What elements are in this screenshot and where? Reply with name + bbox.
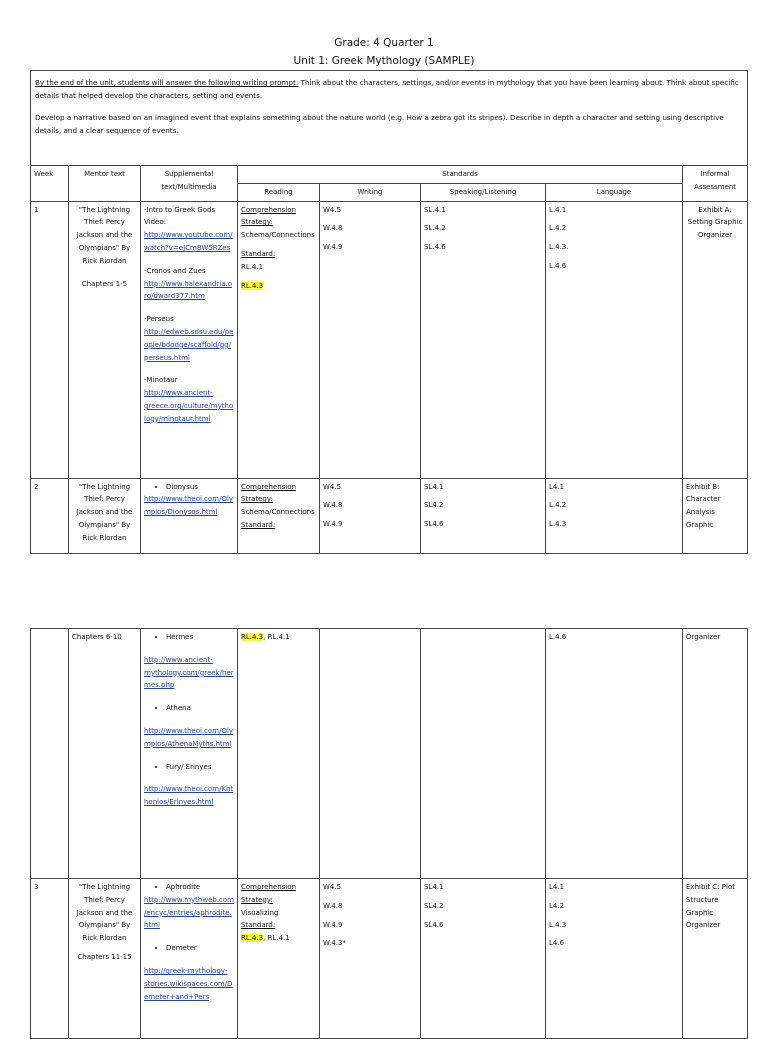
language-standard: L4.1 <box>549 883 565 891</box>
resource-title: • Dionysus <box>166 481 234 494</box>
writing-standard: W.4.9 <box>323 520 343 529</box>
speaking-standard: SL.4.2 <box>424 224 446 233</box>
strategy-text: Schema/Connections <box>241 508 315 517</box>
comprehension-label: Comprehension Strategy: <box>241 205 296 227</box>
resource-title: • Aphrodite <box>166 881 234 894</box>
col-supplemental-header: Supplemental text/Multimedia <box>141 166 238 202</box>
language-standard: L4.1 <box>549 482 565 491</box>
writing-standard: W.4.9 <box>323 920 343 929</box>
assessment-cell: Organizer <box>683 629 748 879</box>
supplemental-cell <box>141 478 238 553</box>
writing-standard: W4.5 <box>323 482 342 491</box>
speaking-standard: SL4.2 <box>424 501 444 510</box>
standard-label: Standard: <box>241 921 276 930</box>
writing-prompt <box>31 71 748 166</box>
resource-title: • Fury/ Erinyes <box>166 761 234 774</box>
assessment-cell: Exhibit A: Setting Graphic Organizer <box>683 201 748 478</box>
language-standard: L.4.3 <box>549 520 567 529</box>
speaking-standard: SL4.1 <box>424 883 444 891</box>
speaking-standard: SL4.1 <box>424 482 444 491</box>
unit-heading: Unit 1: Greek Mythology (SAMPLE) <box>293 55 475 67</box>
reading-cell <box>238 629 320 879</box>
mentor-chapters: Chapters 1-5 <box>81 279 128 288</box>
writing-standard: W4.5 <box>323 205 342 214</box>
col-assessment-header: Informal Assessment <box>683 166 748 202</box>
standard-code-highlight: RL.4.3 <box>241 633 264 641</box>
comprehension-label: Comprehension Strategy: <box>241 482 296 504</box>
unit-plan-table-continued <box>30 628 748 1039</box>
standard-code: RL.4.1 <box>241 262 264 271</box>
mentor-chapters: Chapters 11-15 <box>77 952 132 961</box>
standard-code: , RL.4.1 <box>263 633 290 641</box>
language-cell <box>546 478 683 553</box>
prompt-text-1: Think about the characters, settings, and/or events in mythology that you have been learning about. Think about specific details that helped develop the characters, setting and events. <box>35 78 739 100</box>
language-cell: L.4.6 <box>546 629 683 879</box>
col-mentor-header: Mentor text <box>69 166 141 202</box>
writing-standard: W.4.8 <box>323 501 343 510</box>
resource-title: • Demeter <box>166 942 234 955</box>
language-standard: L.4.3 <box>549 920 567 929</box>
assessment-cell: Exhibit C: Plot Structure Graphic Organizer <box>683 879 748 1039</box>
col-language-header: Language <box>546 183 683 201</box>
col-week-header: Week <box>31 166 69 202</box>
col-speaking-header: Speaking/Listening <box>421 183 546 201</box>
reading-cell <box>238 478 320 553</box>
standard-code-highlight: RL.4.3 <box>241 281 264 290</box>
standard-label: Standard: <box>241 520 276 529</box>
resource-title: -Intro to Greek Gods Video: <box>144 205 216 227</box>
mentor-text <box>69 201 141 478</box>
prompt-lead: By the end of the unit, students will answer the following writing prompt: <box>35 78 299 87</box>
speaking-standard: SL.4.1 <box>424 205 446 214</box>
resource-link[interactable]: http://www.mythweb.com/encyc/entries/aphrodite.html <box>144 895 234 930</box>
language-standard: L.4.6 <box>549 261 567 270</box>
language-standard: L.4.3. <box>549 243 569 252</box>
table-row-week-3 <box>31 879 748 1039</box>
language-cell <box>546 879 683 1039</box>
writing-cell <box>320 629 421 879</box>
speaking-cell <box>421 629 546 879</box>
standard-code-highlight: RL.4.3 <box>241 934 264 943</box>
language-standard: L.4.2 <box>549 224 567 233</box>
week-number: 2 <box>31 478 69 553</box>
reading-cell <box>238 879 320 1039</box>
supplemental-cell <box>141 879 238 1039</box>
resource-title: -Perseus <box>144 315 174 324</box>
language-standard: L.4.1 <box>549 205 567 214</box>
resource-title: • Athena <box>166 702 234 715</box>
speaking-cell <box>421 879 546 1039</box>
supplemental-cell <box>141 201 238 478</box>
resource-link[interactable]: http://www.youtube.com/watch?v=eJCmBW5RZes <box>144 231 233 252</box>
strategy-text: Schema/Connections <box>241 231 315 240</box>
writing-standard: W4.5 <box>323 883 342 891</box>
assessment-cell: Exhibit B: Character Analysis Graphic <box>683 478 748 553</box>
writing-standard: W.4.9 <box>323 243 343 252</box>
language-standard: L.4.2 <box>549 501 567 510</box>
speaking-cell <box>421 201 546 478</box>
writing-cell <box>320 201 421 478</box>
mentor-text <box>69 879 141 1039</box>
table-row-week-1 <box>31 201 748 478</box>
mentor-chapters: Chapters 6-10 <box>69 629 141 879</box>
resource-link[interactable]: http://edweb.sdsu.edu/people/bdodge/scaffold/gg/perseus.html <box>144 327 234 362</box>
unit-plan-table <box>30 70 748 554</box>
resource-link[interactable]: http://www.theoi.com/Olympios/Dionysos.html <box>144 495 234 517</box>
table-row-week-2-continued <box>31 629 748 879</box>
standard-label: Standard: <box>241 249 276 258</box>
mentor-title: "The Lightning Thief: Percy Jackson and the Olympians" By Rick Riordan <box>76 205 133 265</box>
col-writing-header: Writing <box>320 183 421 201</box>
resource-link[interactable]: http://greek-mythology-stories.wikispaces.com/Demeter+and+Pers <box>144 966 233 1001</box>
resource-link[interactable]: http://www.theoi.com/Khthonios/Erinyes.html <box>144 785 234 807</box>
supplemental-cell <box>141 629 238 879</box>
resource-link[interactable]: http://www.theoi.com/Olympios/AthenaMyths.html <box>144 726 234 748</box>
speaking-standard: SL4.6 <box>424 520 444 529</box>
comprehension-label: Comprehension Strategy: <box>241 883 296 904</box>
week-number: 1 <box>31 201 69 478</box>
grade-heading: Grade: 4 Quarter 1 <box>334 37 434 49</box>
resource-title: -Cronos and Zues <box>144 266 206 275</box>
speaking-standard: SL.4.6 <box>424 243 446 252</box>
speaking-standard: SL4.6 <box>424 920 444 929</box>
week-number: 3 <box>31 879 69 1039</box>
language-cell <box>546 201 683 478</box>
resource-link[interactable]: http://www.ancient-mythology.com/greek/hermes.php <box>144 655 234 690</box>
writing-standard: W.4.8 <box>323 224 343 233</box>
resource-title: • Hermes <box>166 631 234 644</box>
strategy-text: Visualizing <box>241 908 279 917</box>
resource-link[interactable]: http://www.ancient-greece.org/culture/mythology/minotaur.html <box>144 389 234 423</box>
writing-standard: W.4.8 <box>323 901 343 910</box>
prompt-text-2: Develop a narrative based on an imagined event that explains something about the nature world (e.g. How a zebra got its stripes). Describe in depth a character and setting using descriptive details, and a clear sequence of events. <box>35 113 724 135</box>
mentor-title: "The Lightning Thief: Percy Jackson and the Olympians" By Rick Riordan <box>69 478 141 553</box>
table-row-week-2 <box>31 478 748 553</box>
standard-code: , RL.4.1 <box>263 934 290 943</box>
writing-standard: W.4.3* <box>323 939 346 948</box>
speaking-standard: SL4.2 <box>424 901 444 910</box>
language-standard: L4.2 <box>549 901 565 910</box>
resource-link[interactable]: http://www.halexandria.org/dward377.htm <box>144 279 232 301</box>
col-standards-header: Standards <box>238 166 683 184</box>
resource-title: -Minotaur <box>144 376 178 385</box>
writing-cell <box>320 879 421 1039</box>
reading-cell <box>238 201 320 478</box>
language-standard: L4.6 <box>549 939 565 948</box>
speaking-cell <box>421 478 546 553</box>
col-reading-header: Reading <box>238 183 320 201</box>
mentor-title: "The Lightning Thief: Percy Jackson and the Olympians" By Rick Riordan <box>76 883 133 943</box>
writing-cell <box>320 478 421 553</box>
